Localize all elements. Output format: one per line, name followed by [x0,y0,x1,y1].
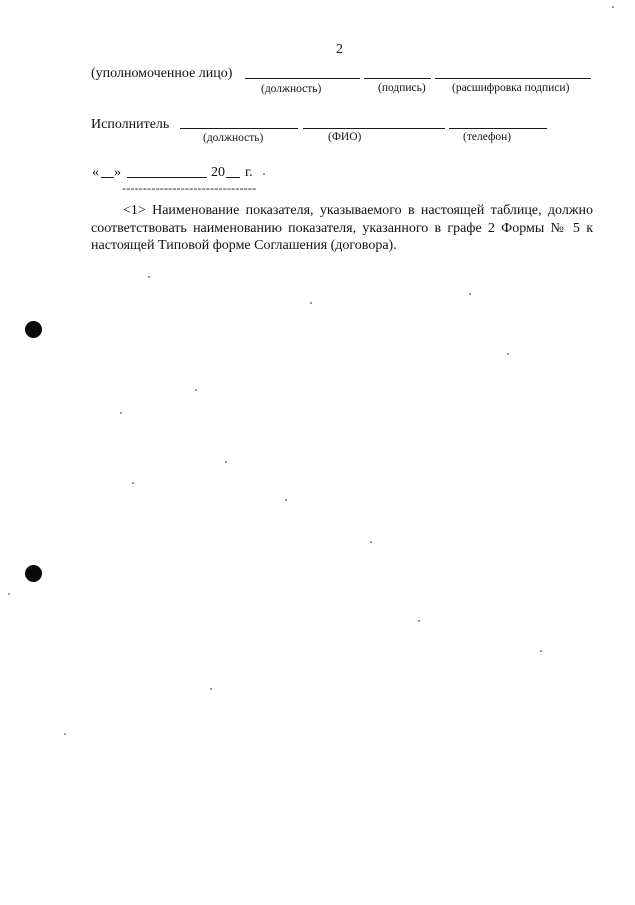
signature-caption: (подпись) [378,82,426,94]
executor-name-line [303,128,445,129]
executor-label: Исполнитель [91,117,170,132]
executor-position-caption: (должность) [203,132,264,144]
year-line [226,177,240,178]
scan-speck [612,6,614,8]
date-close-quote: » [114,165,121,180]
scan-speck [225,461,227,463]
page-number: 2 [336,42,343,57]
date-open-quote: « [92,165,99,180]
scan-speck [210,688,212,690]
scan-speck [8,593,10,595]
signature-line [364,78,431,79]
executor-position-line [180,128,298,129]
scan-speck [195,389,197,391]
scan-speck [370,541,372,543]
scan-speck [540,650,542,652]
executor-phone-line [449,128,547,129]
scan-speck [120,412,122,414]
scan-speck [132,482,134,484]
scan-speck [507,353,509,355]
scan-speck [469,293,471,295]
day-line [101,177,114,178]
scan-speck [285,499,287,501]
scan-speck [148,276,150,278]
footnote-text: <1> Наименование показателя, указываемого в настоящей таблице, должно соответствовать наименованию показателя, указанного в графе 2 Формы № 5 к настоящей Типовой форме Соглашения (договора). [91,203,593,253]
scan-speck [310,302,312,304]
position-caption: (должность) [261,83,322,95]
scan-speck [64,733,66,735]
executor-phone-caption: (телефон) [463,131,512,143]
year-prefix: 20 [211,165,225,180]
scan-speck [263,173,265,175]
position-signature-line [245,78,360,79]
month-line [127,177,207,178]
punch-hole-bottom [25,565,42,582]
footnote-separator: -------------------------------- [122,181,257,195]
punch-hole-top [25,321,42,338]
year-suffix: г. [245,165,253,180]
signature-decoding-line [435,78,591,79]
executor-name-caption: (ФИО) [328,131,362,143]
authorized-person-label: (уполномоченное лицо) [91,66,233,81]
scan-speck [418,620,420,622]
decoding-caption: (расшифровка подписи) [452,82,570,94]
